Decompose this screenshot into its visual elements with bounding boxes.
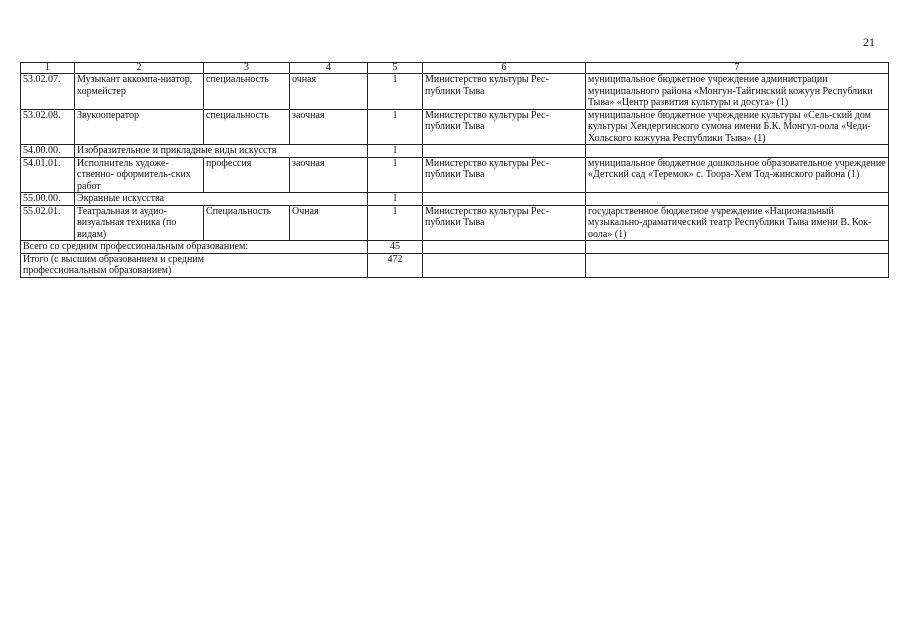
empty-cell	[423, 241, 586, 254]
name-cell: Исполнитель художе-ственно- оформитель-ских работ	[75, 157, 204, 193]
group-row	[21, 193, 889, 206]
institution-cell: муниципальное бюджетное дошкольное образовательное учреждение «Детский сад «Теремок» с. Тоора-Хем Тод-жинского района (1)	[586, 157, 889, 193]
count-cell: 1	[368, 109, 423, 145]
institution-cell: государственное бюджетное учреждение «Национальный музыкально-драматический театр Республики Тыва имени В. Кок-оола» (1)	[586, 205, 889, 241]
institution-cell: муниципальное бюджетное учреждение администрации муниципального района «Монгун-Тайгинский кожуун Республики Тыва» «Центр развития культуры и досуга» (1)	[586, 74, 889, 110]
empty-cell	[586, 145, 889, 158]
count-cell: 1	[368, 145, 423, 158]
page-number: 21	[863, 35, 875, 49]
empty-cell	[423, 145, 586, 158]
column-header: 2	[75, 63, 204, 74]
column-header: 1	[21, 63, 75, 74]
table-row	[21, 157, 889, 193]
form-cell: заочная	[290, 109, 368, 145]
form-cell: Очная	[290, 205, 368, 241]
code-cell: 54.00.00.	[21, 145, 75, 158]
form-cell: очная	[290, 74, 368, 110]
name-cell: Звукооператор	[75, 109, 204, 145]
form-cell: заочная	[290, 157, 368, 193]
group-title-cell: Экранные искусства	[75, 193, 368, 206]
total-row	[21, 241, 889, 254]
count-cell: 1	[368, 193, 423, 206]
column-header: 7	[586, 63, 889, 74]
count-cell: 1	[368, 205, 423, 241]
type-cell: специальность	[204, 74, 290, 110]
empty-cell	[423, 253, 586, 277]
type-cell: специальность	[204, 109, 290, 145]
column-header: 6	[423, 63, 586, 74]
empty-cell	[423, 193, 586, 206]
code-cell: 54.01.01.	[21, 157, 75, 193]
group-row	[21, 145, 889, 158]
name-cell: Музыкант аккомпа-ниатор, хормейстер	[75, 74, 204, 110]
grand-total-label-cell: Итого (с высшим образованием и средним профессиональным образованием)	[21, 253, 368, 277]
ministry-cell: Министерство культуры Рес-публики Тыва	[423, 205, 586, 241]
column-header: 3	[204, 63, 290, 74]
code-cell: 53.02.08.	[21, 109, 75, 145]
count-cell: 1	[368, 157, 423, 193]
table-row	[21, 74, 889, 110]
code-cell: 55.00.00.	[21, 193, 75, 206]
empty-cell	[586, 241, 889, 254]
header-row	[21, 63, 889, 74]
table-row	[21, 205, 889, 241]
institution-cell: муниципальное бюджетное учреждение культуры «Сель-ский дом культуры Хендергинского сумона имени Б.К. Монгул-оола «Чеди-Хольского кожууна Республики Тыва» (1)	[586, 109, 889, 145]
count-cell: 1	[368, 74, 423, 110]
specialties-table	[20, 62, 889, 278]
type-cell: Специальность	[204, 205, 290, 241]
code-cell: 55.02.01.	[21, 205, 75, 241]
type-cell: профессия	[204, 157, 290, 193]
empty-cell	[586, 193, 889, 206]
total-row	[21, 253, 889, 277]
ministry-cell: Министерство культуры Рес-публики Тыва	[423, 74, 586, 110]
ministry-cell: Министерство культуры Рес-публики Тыва	[423, 109, 586, 145]
column-header: 5	[368, 63, 423, 74]
group-title-cell: Изобразительное и прикладные виды искусств	[75, 145, 368, 158]
grand-total-value-cell: 472	[368, 253, 423, 277]
code-cell: 53.02.07.	[21, 74, 75, 110]
empty-cell	[586, 253, 889, 277]
total-value-cell: 45	[368, 241, 423, 254]
table-row	[21, 109, 889, 145]
column-header: 4	[290, 63, 368, 74]
ministry-cell: Министерство культуры Рес-публики Тыва	[423, 157, 586, 193]
total-label-cell: Всего со средним профессиональным образованием:	[21, 241, 368, 254]
name-cell: Театральная и аудио-визуальная техника (по видам)	[75, 205, 204, 241]
